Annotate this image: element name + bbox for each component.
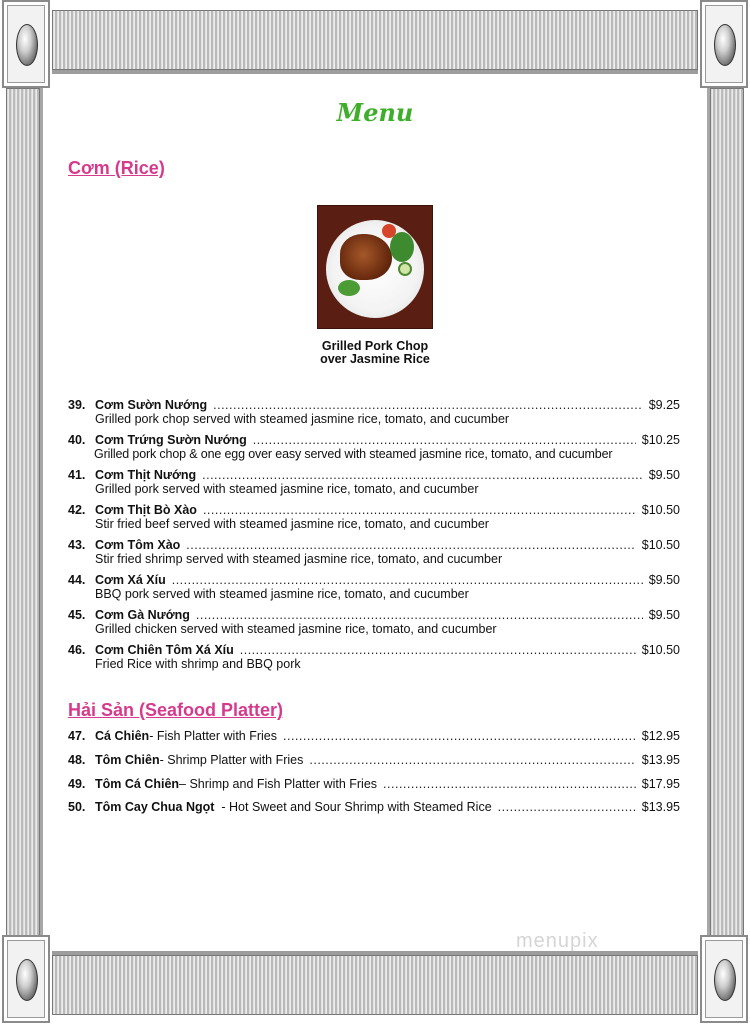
item-name: Cơm Chiên Tôm Xá Xíu (95, 643, 234, 657)
menu-item (68, 800, 680, 814)
item-name: Cơm Trứng Sườn Nướng (95, 433, 247, 447)
corner-knob-icon (16, 959, 38, 1001)
menu-item (68, 433, 680, 461)
item-description: – Shrimp and Fish Platter with Fries (179, 777, 378, 791)
item-number: 48. (68, 753, 86, 767)
frame-inner-line (40, 88, 43, 938)
item-name: Cơm Sườn Nướng (95, 398, 208, 412)
item-price: $10.50 (641, 503, 680, 517)
item-number: 45. (68, 608, 86, 622)
leader-dots (240, 643, 636, 657)
leader-dots (383, 777, 636, 791)
frame-inner-line (52, 70, 698, 74)
item-name: Tôm Cá Chiên (95, 777, 180, 791)
leader-dots (186, 538, 635, 552)
item-name: Tôm Cay Chua Ngọt (95, 800, 215, 814)
menu-item (68, 729, 680, 743)
frame-corner-bottom-right (700, 935, 748, 1023)
leader-dots (203, 503, 636, 517)
item-description: - Fish Platter with Fries (149, 729, 277, 743)
menu-item (68, 643, 680, 671)
item-number: 49. (68, 777, 86, 791)
item-number: 47. (68, 729, 86, 743)
item-description: Grilled pork served with steamed jasmine rice, tomato, and cucumber (95, 482, 479, 496)
item-price: $9.25 (648, 398, 680, 412)
menu-item (68, 777, 680, 791)
item-description: Fried Rice with shrimp and BBQ pork (95, 657, 301, 671)
item-number: 42. (68, 503, 86, 517)
item-price: $13.95 (641, 753, 680, 767)
menu-item (68, 398, 680, 426)
item-number: 44. (68, 573, 86, 587)
item-price: $10.25 (641, 433, 680, 447)
item-number: 46. (68, 643, 86, 657)
item-name: Tôm Chiên (95, 753, 160, 767)
menu-item (68, 503, 680, 531)
frame-inner-line (707, 88, 710, 938)
frame-corner-top-left (2, 0, 50, 88)
item-price: $17.95 (641, 777, 680, 791)
leader-dots (283, 729, 636, 743)
item-price: $9.50 (648, 468, 680, 482)
item-price: $9.50 (648, 573, 680, 587)
item-name: Cơm Tôm Xào (95, 538, 181, 552)
item-number: 43. (68, 538, 86, 552)
corner-knob-icon (16, 24, 38, 66)
menu-item (68, 468, 680, 496)
leader-dots (172, 573, 643, 587)
corner-knob-icon (714, 959, 736, 1001)
watermark: menupix (516, 930, 599, 952)
section-heading-seafood: Hải Sản (Seafood Platter) (68, 700, 284, 720)
corner-knob-icon (714, 24, 736, 66)
frame-inner-line (52, 951, 698, 955)
item-name: Cơm Thịt Nướng (95, 468, 197, 482)
frame-corner-bottom-left (2, 935, 50, 1023)
item-description: Stir fried beef served with steamed jasmine rice, tomato, and cucumber (95, 517, 489, 531)
item-price: $12.95 (641, 729, 680, 743)
item-name: Cơm Gà Nướng (95, 608, 190, 622)
frame-left-bar (6, 88, 40, 938)
item-description: - Shrimp Platter with Fries (159, 753, 304, 767)
frame-top-bar (52, 10, 698, 70)
frame-bottom-bar (52, 955, 698, 1015)
item-description: Stir fried shrimp served with steamed jasmine rice, tomato, and cucumber (95, 552, 503, 566)
item-name: Cơm Thịt Bò Xào (95, 503, 197, 517)
grilled-pork-chop-photo (317, 205, 433, 329)
item-number: 40. (68, 433, 86, 447)
page-title: Menu (336, 98, 414, 127)
item-description: Grilled pork chop served with steamed jasmine rice, tomato, and cucumber (95, 412, 510, 426)
item-description: Grilled pork chop & one egg over easy served with steamed jasmine rice, tomato, and cucumber (94, 447, 613, 461)
leader-dots (309, 753, 635, 767)
item-price: $10.50 (641, 538, 680, 552)
item-description: - Hot Sweet and Sour Shrimp with Steamed Rice (214, 800, 492, 814)
menu-item (68, 573, 680, 601)
leader-dots (253, 433, 636, 447)
leader-dots (196, 608, 643, 622)
photo-caption: Grilled Pork Chop over Jasmine Rice (320, 339, 430, 366)
leader-dots (498, 800, 636, 814)
item-price: $9.50 (648, 608, 680, 622)
menu-item (68, 608, 680, 636)
leader-dots (202, 468, 643, 482)
menu-item (68, 753, 680, 767)
item-number: 50. (68, 800, 86, 814)
leader-dots (213, 398, 643, 412)
frame-right-bar (710, 88, 744, 938)
item-number: 41. (68, 468, 86, 482)
item-price: $10.50 (641, 643, 680, 657)
item-name: Cơm Xá Xíu (95, 573, 166, 587)
section-heading-rice: Cơm (Rice) (68, 158, 165, 178)
item-description: BBQ pork served with steamed jasmine rice, tomato, and cucumber (95, 587, 469, 601)
item-number: 39. (68, 398, 86, 412)
frame-corner-top-right (700, 0, 748, 88)
item-description: Grilled chicken served with steamed jasmine rice, tomato, and cucumber (95, 622, 497, 636)
item-name: Cá Chiên (95, 729, 150, 743)
menu-item (68, 538, 680, 566)
item-price: $13.95 (641, 800, 680, 814)
